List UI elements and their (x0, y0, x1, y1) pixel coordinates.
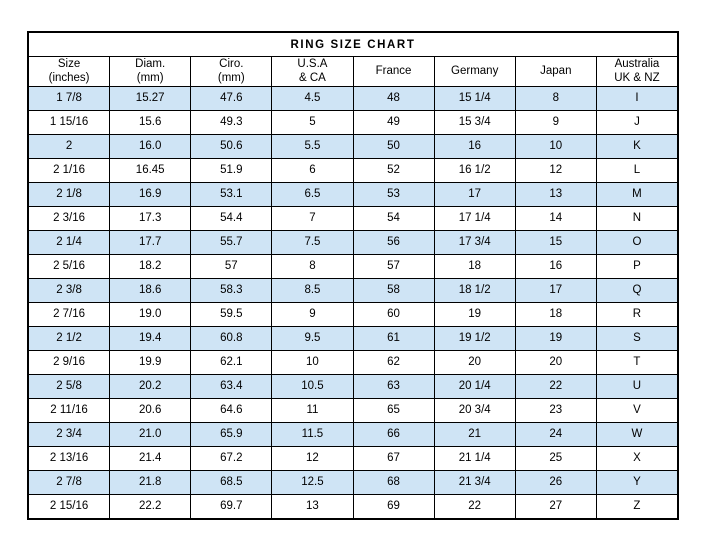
cell-circumference: 57 (191, 254, 272, 278)
cell-diameter: 17.7 (110, 230, 191, 254)
cell-usa-ca: 10 (272, 350, 353, 374)
cell-france: 52 (353, 158, 434, 182)
table-row (29, 446, 678, 470)
cell-usa-ca: 13 (272, 494, 353, 518)
cell-france: 49 (353, 110, 434, 134)
cell-diameter: 15.27 (110, 86, 191, 110)
cell-australia-uk-nz: Q (596, 278, 677, 302)
cell-germany: 15 1/4 (434, 86, 515, 110)
cell-diameter: 19.4 (110, 326, 191, 350)
table-row (29, 422, 678, 446)
cell-australia-uk-nz: X (596, 446, 677, 470)
column-header-diameter-line1: Diam. (135, 58, 166, 70)
column-header-australia-uk-nz-line1: Australia (614, 58, 660, 70)
cell-australia-uk-nz: Y (596, 470, 677, 494)
table-row (29, 326, 678, 350)
cell-circumference: 59.5 (191, 302, 272, 326)
cell-japan: 9 (515, 110, 596, 134)
table-row (29, 302, 678, 326)
table-row (29, 254, 678, 278)
cell-germany: 21 3/4 (434, 470, 515, 494)
table-row (29, 278, 678, 302)
column-header-france (353, 57, 434, 87)
cell-diameter: 16.0 (110, 134, 191, 158)
cell-size: 2 1/4 (29, 230, 110, 254)
column-header-france-line1: France (375, 65, 412, 78)
cell-france: 63 (353, 374, 434, 398)
cell-france: 67 (353, 446, 434, 470)
cell-france: 68 (353, 470, 434, 494)
cell-france: 62 (353, 350, 434, 374)
cell-circumference: 60.8 (191, 326, 272, 350)
cell-diameter: 15.6 (110, 110, 191, 134)
table-row (29, 230, 678, 254)
cell-australia-uk-nz: N (596, 206, 677, 230)
cell-size: 2 3/4 (29, 422, 110, 446)
cell-australia-uk-nz: U (596, 374, 677, 398)
cell-australia-uk-nz: W (596, 422, 677, 446)
cell-size: 2 1/16 (29, 158, 110, 182)
cell-france: 66 (353, 422, 434, 446)
cell-germany: 15 3/4 (434, 110, 515, 134)
cell-germany: 21 (434, 422, 515, 446)
cell-usa-ca: 9 (272, 302, 353, 326)
cell-usa-ca: 11 (272, 398, 353, 422)
cell-usa-ca: 6 (272, 158, 353, 182)
cell-japan: 26 (515, 470, 596, 494)
column-header-germany (434, 57, 515, 87)
cell-circumference: 68.5 (191, 470, 272, 494)
cell-japan: 14 (515, 206, 596, 230)
table-row (29, 158, 678, 182)
cell-circumference: 49.3 (191, 110, 272, 134)
column-header-circumference-line2: (mm) (217, 72, 245, 85)
cell-japan: 8 (515, 86, 596, 110)
cell-france: 56 (353, 230, 434, 254)
cell-france: 48 (353, 86, 434, 110)
cell-usa-ca: 12.5 (272, 470, 353, 494)
column-header-germany-line1: Germany (451, 65, 499, 78)
cell-size: 2 11/16 (29, 398, 110, 422)
column-header-australia-uk-nz-line2: UK & NZ (614, 72, 660, 85)
cell-size: 2 5/16 (29, 254, 110, 278)
column-header-usa-ca-line2: & CA (299, 72, 326, 85)
column-header-japan (515, 57, 596, 87)
cell-australia-uk-nz: V (596, 398, 677, 422)
cell-japan: 18 (515, 302, 596, 326)
table-row (29, 86, 678, 110)
cell-japan: 20 (515, 350, 596, 374)
cell-france: 65 (353, 398, 434, 422)
cell-germany: 18 (434, 254, 515, 278)
cell-japan: 24 (515, 422, 596, 446)
cell-france: 50 (353, 134, 434, 158)
cell-size: 2 13/16 (29, 446, 110, 470)
column-header-circumference (191, 57, 272, 87)
cell-size: 2 3/16 (29, 206, 110, 230)
cell-usa-ca: 8 (272, 254, 353, 278)
table-row (29, 206, 678, 230)
cell-germany: 18 1/2 (434, 278, 515, 302)
cell-australia-uk-nz: J (596, 110, 677, 134)
cell-diameter: 21.4 (110, 446, 191, 470)
cell-usa-ca: 7 (272, 206, 353, 230)
cell-usa-ca: 5.5 (272, 134, 353, 158)
cell-circumference: 69.7 (191, 494, 272, 518)
cell-australia-uk-nz: T (596, 350, 677, 374)
cell-diameter: 17.3 (110, 206, 191, 230)
column-header-diameter-line2: (mm) (136, 72, 164, 85)
ring-size-chart (27, 31, 679, 520)
column-header-size-line2: (inches) (48, 72, 90, 85)
cell-usa-ca: 5 (272, 110, 353, 134)
cell-japan: 27 (515, 494, 596, 518)
cell-australia-uk-nz: R (596, 302, 677, 326)
header-row (29, 57, 678, 87)
cell-usa-ca: 7.5 (272, 230, 353, 254)
cell-circumference: 65.9 (191, 422, 272, 446)
cell-diameter: 18.6 (110, 278, 191, 302)
cell-france: 60 (353, 302, 434, 326)
cell-circumference: 51.9 (191, 158, 272, 182)
column-header-size (29, 57, 110, 87)
cell-germany: 17 1/4 (434, 206, 515, 230)
cell-japan: 10 (515, 134, 596, 158)
cell-france: 61 (353, 326, 434, 350)
cell-circumference: 55.7 (191, 230, 272, 254)
cell-germany: 17 (434, 182, 515, 206)
cell-australia-uk-nz: K (596, 134, 677, 158)
table-row (29, 182, 678, 206)
cell-japan: 13 (515, 182, 596, 206)
cell-size: 2 9/16 (29, 350, 110, 374)
chart-title: RING SIZE CHART (29, 33, 678, 57)
cell-size: 2 1/8 (29, 182, 110, 206)
table-row (29, 350, 678, 374)
cell-germany: 21 1/4 (434, 446, 515, 470)
table-row (29, 398, 678, 422)
table-row (29, 110, 678, 134)
cell-size: 2 1/2 (29, 326, 110, 350)
cell-size: 2 3/8 (29, 278, 110, 302)
cell-diameter: 16.45 (110, 158, 191, 182)
cell-size: 1 15/16 (29, 110, 110, 134)
cell-japan: 17 (515, 278, 596, 302)
table-row (29, 374, 678, 398)
cell-australia-uk-nz: M (596, 182, 677, 206)
cell-size: 1 7/8 (29, 86, 110, 110)
cell-france: 69 (353, 494, 434, 518)
cell-diameter: 16.9 (110, 182, 191, 206)
cell-japan: 12 (515, 158, 596, 182)
ring-size-table (28, 32, 678, 519)
cell-japan: 23 (515, 398, 596, 422)
column-header-usa-ca (272, 57, 353, 87)
cell-usa-ca: 12 (272, 446, 353, 470)
cell-usa-ca: 4.5 (272, 86, 353, 110)
cell-diameter: 21.0 (110, 422, 191, 446)
cell-germany: 20 3/4 (434, 398, 515, 422)
cell-japan: 15 (515, 230, 596, 254)
cell-france: 53 (353, 182, 434, 206)
cell-france: 57 (353, 254, 434, 278)
table-row (29, 134, 678, 158)
cell-circumference: 54.4 (191, 206, 272, 230)
cell-diameter: 18.2 (110, 254, 191, 278)
cell-diameter: 20.6 (110, 398, 191, 422)
cell-usa-ca: 10.5 (272, 374, 353, 398)
cell-diameter: 19.9 (110, 350, 191, 374)
cell-circumference: 67.2 (191, 446, 272, 470)
cell-size: 2 7/8 (29, 470, 110, 494)
cell-size: 2 7/16 (29, 302, 110, 326)
title-row (29, 33, 678, 57)
cell-germany: 22 (434, 494, 515, 518)
cell-japan: 16 (515, 254, 596, 278)
cell-diameter: 22.2 (110, 494, 191, 518)
cell-circumference: 58.3 (191, 278, 272, 302)
cell-france: 58 (353, 278, 434, 302)
cell-usa-ca: 9.5 (272, 326, 353, 350)
cell-japan: 25 (515, 446, 596, 470)
column-header-size-line1: Size (57, 58, 81, 70)
cell-germany: 19 1/2 (434, 326, 515, 350)
cell-australia-uk-nz: Z (596, 494, 677, 518)
cell-germany: 19 (434, 302, 515, 326)
cell-circumference: 63.4 (191, 374, 272, 398)
cell-australia-uk-nz: P (596, 254, 677, 278)
cell-circumference: 62.1 (191, 350, 272, 374)
cell-circumference: 53.1 (191, 182, 272, 206)
cell-australia-uk-nz: S (596, 326, 677, 350)
cell-usa-ca: 6.5 (272, 182, 353, 206)
cell-australia-uk-nz: I (596, 86, 677, 110)
column-header-circumference-line1: Ciro. (219, 58, 244, 70)
cell-germany: 20 1/4 (434, 374, 515, 398)
cell-usa-ca: 8.5 (272, 278, 353, 302)
cell-australia-uk-nz: O (596, 230, 677, 254)
cell-japan: 22 (515, 374, 596, 398)
table-row (29, 494, 678, 518)
cell-size: 2 15/16 (29, 494, 110, 518)
cell-diameter: 21.8 (110, 470, 191, 494)
cell-germany: 16 1/2 (434, 158, 515, 182)
cell-germany: 20 (434, 350, 515, 374)
cell-size: 2 (29, 134, 110, 158)
cell-japan: 19 (515, 326, 596, 350)
cell-circumference: 50.6 (191, 134, 272, 158)
cell-circumference: 47.6 (191, 86, 272, 110)
cell-size: 2 5/8 (29, 374, 110, 398)
cell-usa-ca: 11.5 (272, 422, 353, 446)
cell-australia-uk-nz: L (596, 158, 677, 182)
column-header-usa-ca-line1: U.S.A (297, 58, 328, 70)
column-header-diameter (110, 57, 191, 87)
cell-germany: 16 (434, 134, 515, 158)
cell-diameter: 19.0 (110, 302, 191, 326)
cell-germany: 17 3/4 (434, 230, 515, 254)
cell-france: 54 (353, 206, 434, 230)
cell-circumference: 64.6 (191, 398, 272, 422)
column-header-japan-line1: Japan (540, 65, 572, 78)
column-header-australia-uk-nz (596, 57, 677, 87)
table-body (29, 33, 678, 519)
cell-diameter: 20.2 (110, 374, 191, 398)
table-row (29, 470, 678, 494)
